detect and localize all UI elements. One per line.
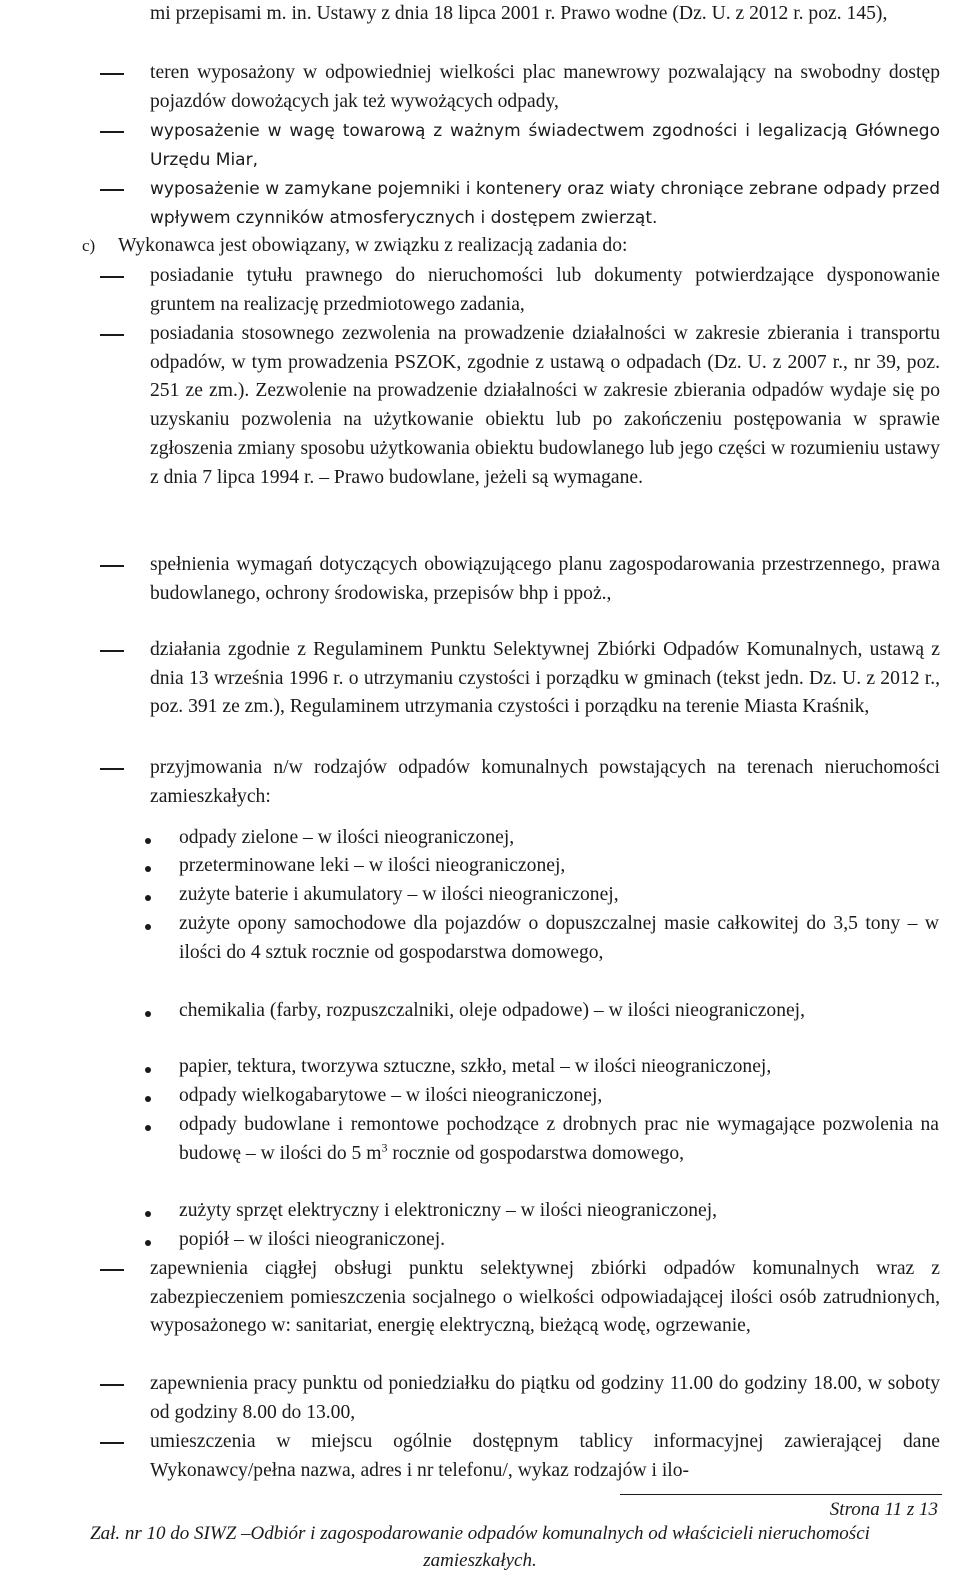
dash-marker: [100, 1269, 124, 1271]
waste-item: [179, 1111, 939, 1168]
waste-item: chemikalia (farby, rozpuszczalniki, oleje odpadowe) – w ilości nieograniczonej,: [179, 1000, 806, 1021]
bullet-marker: [145, 1067, 151, 1073]
dash-marker: [100, 768, 124, 770]
list-item: teren wyposażony w odpowiedniej wielkości plac manewrowy pozwalający na swobodny dostęp pojazdów dowożących jak też wywożących odpady,: [150, 62, 940, 112]
list-item: przyjmowania n/w rodzajów odpadów komunalnych powstających na terenach nieruchomości zamieszkałych:: [150, 757, 940, 807]
bullet-marker: [145, 895, 151, 901]
section-heading: Wykonawca jest obowiązany, w związku z realizacją zadania do:: [118, 235, 628, 256]
footer-text: Zał. nr 10 do SIWZ –Odbiór i zagospodarowanie odpadów komunalnych od właścicieli nieruchomości zamieszkałych.: [90, 1523, 870, 1571]
list-item: posiadanie tytułu prawnego do nieruchomości lub dokumenty potwierdzające dysponowanie gruntem na realizację przedmiotowego zadania,: [150, 265, 940, 315]
dash-marker: [100, 1442, 124, 1444]
dash-marker: [100, 276, 124, 278]
waste-item: odpady wielkogabarytowe – w ilości nieograniczonej,: [179, 1085, 603, 1106]
dash-marker: [100, 131, 124, 133]
list-item: działania zgodnie z Regulaminem Punktu Selektywnej Zbiórki Odpadów Komunalnych, ustawą z dnia 13 września 1996 r. o utrzymaniu czystości i porządku w gminach (tekst jedn. Dz. U. z 2012 r., poz. 391 ze zm.), Regulaminem utrzymania czystości i porządku na terenie Miasta Kraśnik,: [150, 639, 940, 718]
waste-item: zużyty sprzęt elektryczny i elektroniczny – w ilości nieograniczonej,: [179, 1200, 718, 1221]
bullet-marker: [145, 1011, 151, 1017]
list-item: wyposażenie w wagę towarową z ważnym świadectwem zgodności i legalizacją Głównego Urzędu Miar,: [150, 121, 940, 170]
waste-item: odpady zielone – w ilości nieograniczonej,: [179, 827, 515, 848]
list-item: zapewnienia pracy punktu od poniedziałku do piątku od godziny 11.00 do godziny 18.00, w soboty od godziny 8.00 do 13.00,: [150, 1373, 940, 1423]
bullet-marker: [145, 838, 151, 844]
list-item: posiadania stosownego zezwolenia na prowadzenie działalności w zakresie zbierania i transportu odpadów, w tym prowadzenia PSZOK, zgodnie z ustawą o odpadach (Dz. U. z 2007 r., nr 39, poz. 251 ze zm.). Zezwolenie na prowadzenie działalności w zakresie zbierania odpadów wydaje się po uzyskaniu pozwolenia na użytkowanie obiektu lub po zakończeniu postępowania w sprawie zgłoszenia zmiany sposobu użytkowania obiektu budowlanego lub jego części w rozumieniu ustawy z dnia 7 lipca 1994 r. – Prawo budowlane, jeżeli są wymagane.: [150, 323, 940, 488]
bullet-marker: [145, 1125, 151, 1131]
waste-item-text: rocznie od gospodarstwa domowego,: [387, 1142, 685, 1164]
dash-marker: [100, 650, 124, 652]
dash-marker: [100, 334, 124, 336]
bullet-marker: [145, 1240, 151, 1246]
dash-marker: [100, 73, 124, 75]
dash-marker: [100, 565, 124, 567]
waste-item: papier, tektura, tworzywa sztuczne, szkło, metal – w ilości nieograniczonej,: [179, 1056, 772, 1077]
waste-item: zużyte opony samochodowe dla pojazdów o dopuszczalnej masie całkowitej do 3,5 tony – w ilości do 4 sztuk rocznie od gospodarstwa domowego,: [179, 913, 939, 963]
bullet-marker: [145, 924, 151, 930]
list-item: wyposażenie w zamykane pojemniki i kontenery oraz wiaty chroniące zebrane odpady przed wpływem czynników atmosferycznych i dostępem zwierząt.: [150, 179, 940, 228]
list-item: zapewnienia ciągłej obsługi punktu selektywnej zbiórki odpadów komunalnych wraz z zabezpieczeniem pomieszczenia socjalnego o wielkości odpowiadającej ilości osób zatrudnionych, wyposażonego w: sanitariat, energię elektryczną, bieżącą wodę, ogrzewanie,: [150, 1258, 940, 1337]
superscript: 3: [381, 1140, 388, 1155]
section-letter: c): [82, 236, 96, 255]
dash-marker: [100, 189, 124, 191]
waste-item: zużyte baterie i akumulatory – w ilości nieograniczonej,: [179, 884, 619, 905]
waste-item: przeterminowane leki – w ilości nieograniczonej,: [179, 855, 566, 876]
bullet-marker: [145, 1096, 151, 1102]
waste-item: popiół – w ilości nieograniczonej.: [179, 1229, 446, 1250]
page-number: Strona 11 z 13: [829, 1499, 938, 1520]
intro-paragraph: mi przepisami m. in. Ustawy z dnia 18 lipca 2001 r. Prawo wodne (Dz. U. z 2012 r. poz. 145),: [150, 3, 888, 24]
waste-item-text: odpady budowlane i remontowe pochodzące z drobnych prac nie wymagające pozwolenia na budowę – w ilości do 5 m: [179, 1114, 939, 1164]
bullet-marker: [145, 1211, 151, 1217]
list-item: umieszczenia w miejscu ogólnie dostępnym tablicy informacyjnej zawierającej dane Wykonawcy/pełna nazwa, adres i nr telefonu/, wykaz rodzajów i ilo-: [150, 1431, 940, 1481]
list-item: spełnienia wymagań dotyczących obowiązującego planu zagospodarowania przestrzennego, prawa budowlanego, ochrony środowiska, przepisów bhp i ppoż.,: [150, 554, 940, 604]
bullet-marker: [145, 866, 151, 872]
dash-marker: [100, 1384, 124, 1386]
footer-rule: [620, 1494, 942, 1495]
